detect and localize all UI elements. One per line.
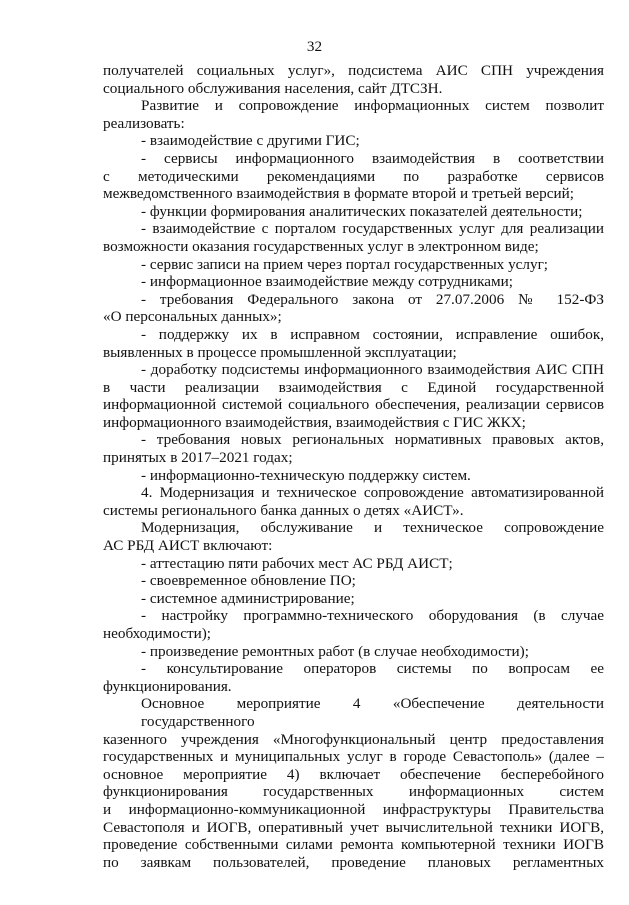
text-line: - взаимодействие с другими ГИС; <box>141 132 360 150</box>
text-line: государственных и муниципальных услуг в городе Севастополь» (далее – <box>103 748 604 766</box>
text-line: - требования новых региональных нормативных правовых актов, <box>141 431 604 449</box>
text-line: 4. Модернизация и техническое сопровождение автоматизированной <box>141 484 604 502</box>
text-line: социального обслуживания населения, сайт ДТСЗН. <box>103 79 443 97</box>
text-line: межведомственного взаимодействия в формате второй и третьей версий; <box>103 185 574 203</box>
text-line: системы регионального банка данных о детях «АИСТ». <box>103 501 464 519</box>
text-line: Модернизация, обслуживание и техническое сопровождение <box>141 519 604 537</box>
text-line: Развитие и сопровождение информационных систем позволит <box>141 97 604 115</box>
page-number: 32 <box>306 38 323 55</box>
text-line: - своевременное обновление ПО; <box>141 572 356 590</box>
text-line: - сервис записи на прием через портал государственных услуг; <box>141 255 549 273</box>
text-line: функционирования государственных информационных систем <box>103 783 604 801</box>
text-line: - произведение ремонтных работ (в случае необходимости); <box>141 642 529 660</box>
text-line: - информационное взаимодействие между сотрудниками; <box>141 273 513 291</box>
text-line: Основное мероприятие 4 «Обеспечение деятельности государственного <box>141 695 604 730</box>
text-line: в части реализации взаимодействия с Единой государственной <box>103 378 604 396</box>
text-line: информационной системой социального обеспечения, реализации сервисов <box>103 396 604 414</box>
text-line: «О персональных данных»; <box>103 308 282 326</box>
text-line: - системное администрирование; <box>141 589 355 607</box>
text-line: АС РБД АИСТ включают: <box>103 537 273 555</box>
text-line: - функции формирования аналитических показателей деятельности; <box>141 202 583 220</box>
text-line: Севастополя и ИОГВ, оперативный учет вычислительной техники ИОГВ, <box>103 818 604 836</box>
text-line: - аттестацию пяти рабочих мест АС РБД АИСТ; <box>141 554 453 572</box>
text-line: принятых в 2017–2021 годах; <box>103 449 293 467</box>
text-line: - поддержку их в исправном состоянии, исправление ошибок, <box>141 325 604 343</box>
document-body <box>103 62 604 871</box>
text-line: по заявкам пользователей, проведение плановых регламентных <box>103 853 604 871</box>
text-line: - доработку подсистемы информационного взаимодействия АИС СПН <box>141 361 604 379</box>
text-line: и информационно-коммуникационной инфраструктуры Правительства <box>103 800 604 818</box>
text-line: основное мероприятие 4) включает обеспечение бесперебойного <box>103 765 604 783</box>
text-line: информационного взаимодействия, взаимодействия с ГИС ЖКХ; <box>103 413 526 431</box>
text-line: выявленных в процессе промышленной эксплуатации; <box>103 343 457 361</box>
text-line: - информационно-техническую поддержку систем. <box>141 466 471 484</box>
text-line: - настройку программно-технического оборудования (в случае <box>141 607 604 625</box>
text-line: необходимости); <box>103 625 212 642</box>
text-line: функционирования. <box>103 677 232 695</box>
text-line: возможности оказания государственных услуг в электронном виде; <box>103 237 539 255</box>
text-line: казенного учреждения «Многофункциональный центр предоставления <box>103 730 604 748</box>
text-line: с методическими рекомендациями по разработке сервисов <box>103 167 604 185</box>
text-line: - требования Федерального закона от 27.07.2006 № 152-ФЗ <box>141 290 604 308</box>
text-line: проведение собственными силами ремонта компьютерной техники ИОГВ <box>103 836 604 854</box>
text-line: получателей социальных услуг», подсистема АИС СПН учреждения <box>103 62 604 79</box>
text-line: реализовать: <box>103 114 185 132</box>
text-line: - консультирование операторов системы по вопросам ее <box>141 660 604 678</box>
text-line: - взаимодействие с порталом государственных услуг для реализации <box>141 220 604 238</box>
text-line: - сервисы информационного взаимодействия в соответствии <box>141 149 604 167</box>
